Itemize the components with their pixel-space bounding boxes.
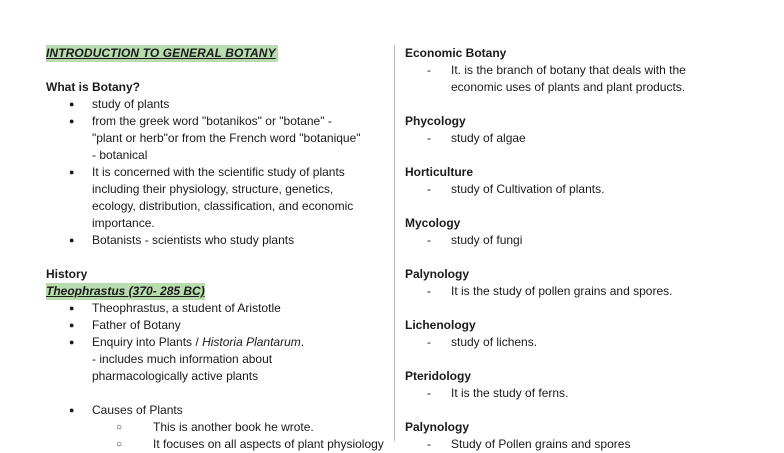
list-item-continuation: importance. [92, 216, 155, 230]
section-text: - It is the study of ferns. [405, 385, 735, 402]
history-heading: History [46, 267, 88, 281]
column-divider [394, 45, 395, 441]
section-text: - It. is the branch of botany that deals with the [405, 62, 735, 79]
sub-list-item: ○ This is another book he wrote. [46, 419, 386, 436]
section-text: - study of Cultivation of plants. [405, 181, 735, 198]
sub-list-item: ○ It focuses on all aspects of plant physiology [46, 436, 386, 453]
document-title: INTRODUCTION TO GENERAL BOTANY [46, 46, 276, 60]
list-item-continuation: "plant or herb"or from the French word "botanique" [92, 131, 361, 145]
section-heading: Phycology [405, 114, 466, 128]
list-item: ● from the greek word "botanikos" or "botane" - [46, 113, 386, 130]
list-item-continuation: pharmacologically active plants [92, 369, 259, 383]
section-text: - study of fungi [405, 232, 735, 249]
book-title: Historia Plantarum [202, 335, 301, 349]
section-text: - Study of Pollen grains and spores [405, 436, 735, 453]
section-heading: Economic Botany [405, 46, 507, 60]
list-item: ● Botanists - scientists who study plants [46, 232, 386, 249]
list-item-continuation: - includes much information about [92, 352, 273, 366]
list-item: ● Enquiry into Plants / Historia Plantarum. [46, 334, 386, 351]
list-item-continuation: including their physiology, structure, genetics, [92, 182, 334, 196]
theophrastus-heading: Theophrastus (370- 285 BC) [46, 284, 205, 298]
list-item: ● It is concerned with the scientific study of plants [46, 164, 386, 181]
section-text: - study of algae [405, 130, 735, 147]
section-heading: Mycology [405, 216, 461, 230]
list-item: ● Father of Botany [46, 317, 386, 334]
list-item: ● Theophrastus, a student of Aristotle [46, 300, 386, 317]
section-heading: Lichenology [405, 318, 476, 332]
list-item-continuation: - botanical [92, 148, 148, 162]
section-heading: Pteridology [405, 369, 472, 383]
list-item: ● Causes of Plants [46, 402, 386, 419]
list-item: ● study of plants [46, 96, 386, 113]
section-text: - It is the study of pollen grains and spores. [405, 283, 735, 300]
section-heading: Horticulture [405, 165, 474, 179]
section-heading: Palynology [405, 267, 470, 281]
section-text: economic uses of plants and plant products. [451, 80, 686, 94]
left-column [46, 45, 386, 453]
right-column [405, 45, 735, 453]
section-heading: Palynology [405, 420, 470, 434]
section-text: - study of lichens. [405, 334, 735, 351]
list-item-continuation: ecology, distribution, classification, and economic [92, 199, 354, 213]
what-is-botany-heading: What is Botany? [46, 80, 141, 94]
